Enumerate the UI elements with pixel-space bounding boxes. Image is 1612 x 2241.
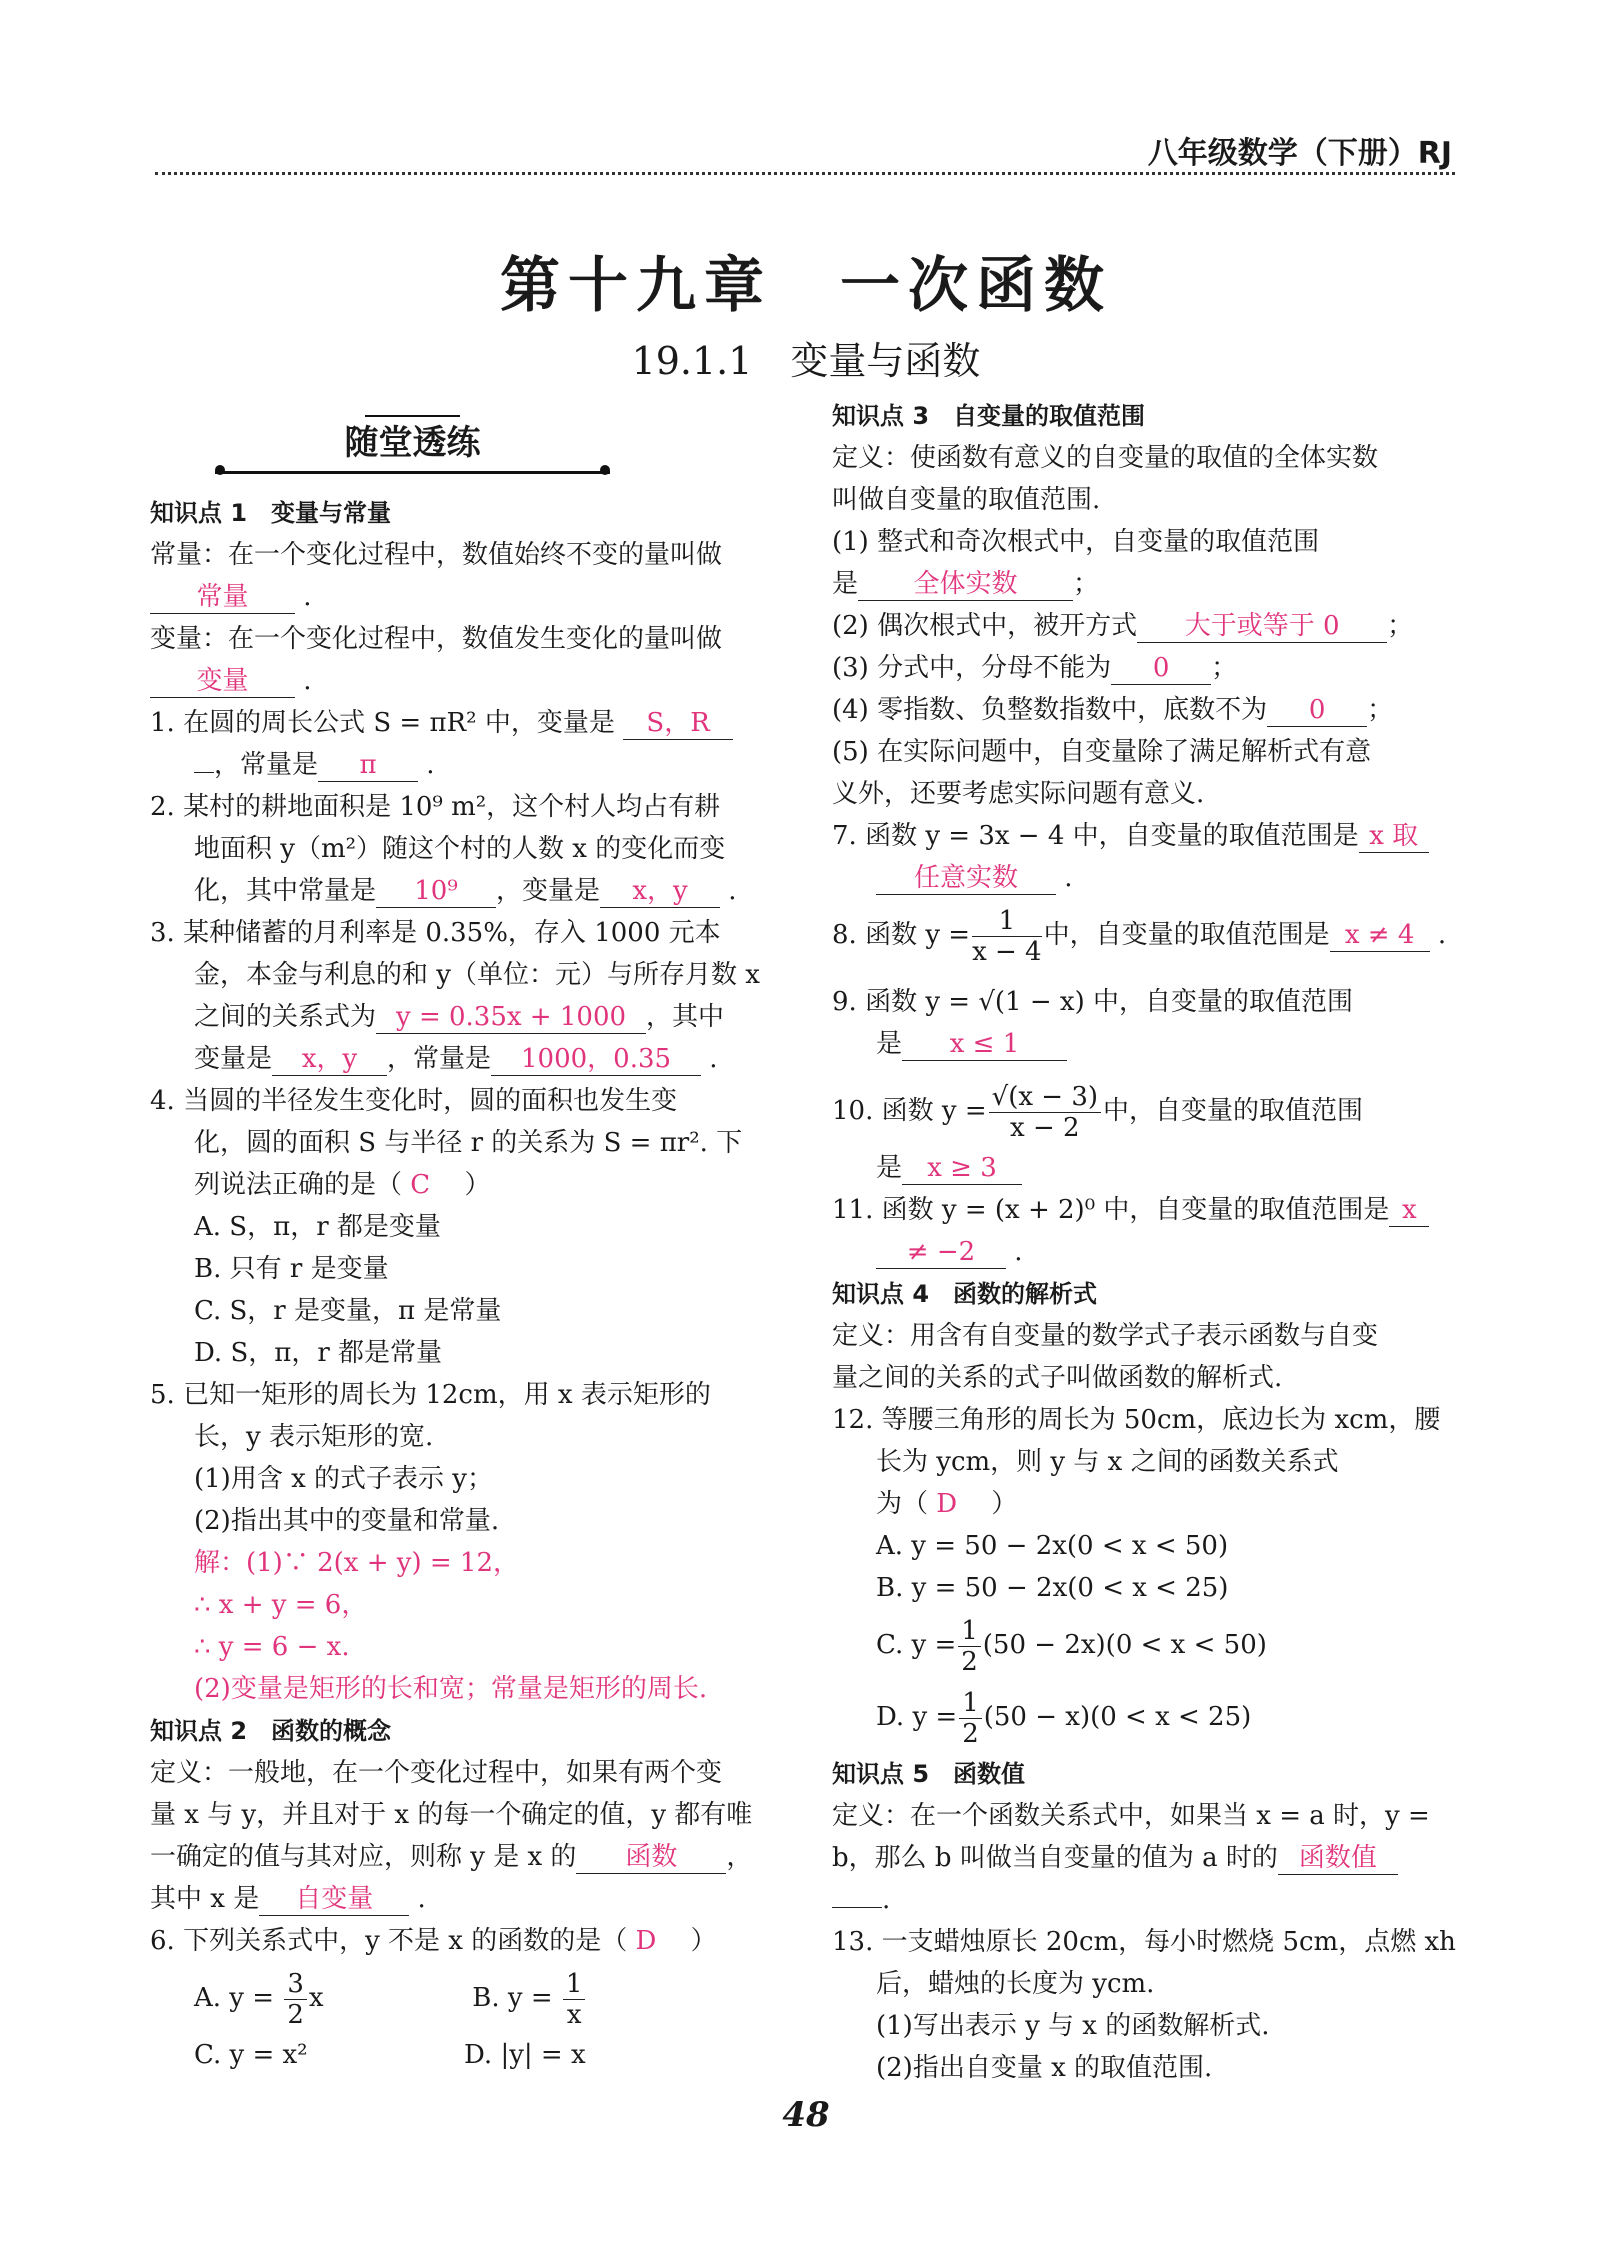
q11-answer-1: x [1389,1194,1429,1227]
q2-line-2: 地面积 y（m²）随这个村的人数 x 的变化而变 [194,834,726,864]
q3-line-1: 3. 某种储蓄的月利率是 0.35%，存入 1000 元本 [150,918,721,948]
q6-option-d: D. |y| = x [464,2040,586,2070]
q3-answer-1: y = 0.35x + 1000 [376,1001,646,1034]
q1-line [150,702,775,744]
q10-line-1 [832,1075,1460,1147]
q12-line-2: 长为 ycm，则 y 与 x 之间的函数关系式 [876,1447,1339,1477]
q6-options-row-2 [150,2034,775,2076]
q13-line-2: 后，蜡烛的长度为 ycm. [876,1969,1155,1999]
badge-underline [215,471,610,474]
rule-4: (4) 零指数、负整数指数中，底数不为 0 ； [832,695,1394,725]
function-definition-1: 定义：一般地，在一个变化过程中，如果有两个变 [150,1758,723,1788]
constant-definition: 常量：在一个变化过程中，数值始终不变的量叫做 [150,540,723,570]
q4-line-2: 化，圆的面积 S 与半径 r 的关系为 S = πr². 下 [194,1128,743,1158]
q8-fraction: $\frac{1}{x - 4}$ [972,905,1042,967]
q12-answer: D [936,1489,958,1519]
q3-answer-3: 1000，0.35 [491,1043,701,1076]
q6-option-a: A. y = [194,1983,275,2013]
function-definition-2: 量 x 与 y，并且对于 x 的每一个确定的值，y 都有唯 [150,1800,753,1830]
rule-2: (2) 偶次根式中，被开方式 大于或等于 0 ； [832,611,1414,641]
function-value-definition-2 [832,1837,1460,1879]
q10-text-3: 是 [876,1153,903,1183]
rule-4-answer: 0 [1267,694,1367,727]
q11-line-1 [832,1189,1460,1231]
q3-text-5: 变量是 [194,1044,273,1074]
q6-options-row-1: A. y = $\frac{3}{2}$ x B. y = $\frac{1}{x}$ [150,1962,775,2034]
variable-answer: 变量 [150,665,295,698]
q12-option-c [832,1609,1460,1681]
q12-line-1: 12. 等腰三角形的周长为 50cm，底边长为 xcm，腰 [832,1405,1441,1435]
q3-text-3: 之间的关系式为 [194,1002,377,1032]
q12-option-a: A. y = 50 − 2x(0 < x < 50) [876,1531,1229,1561]
q11-answer-2: ≠ −2 [876,1236,1006,1269]
q4-line-1: 4. 当圆的半径发生变化时，圆的面积也发生变 [150,1086,678,1116]
q7-text: 7. 函数 y = 3x − 4 中，自变量的取值范围是 [832,821,1359,851]
chapter-title: 第十九章 一次函数 [500,251,1112,321]
q11-text: 11. 函数 y = (x + 2)⁰ 中，自变量的取值范围是 [832,1195,1390,1225]
expression-definition-1: 定义：用含有自变量的数学式子表示函数与自变 [832,1321,1379,1351]
function-definition-4: 其中 x 是 自变量 . [150,1884,426,1914]
q8-line: 8. 函数 y = $\frac{1}{x - 4}$ 中，自变量的取值范围是 x ≠ 4 . [832,905,1447,967]
rule-5-line-1: (5) 在实际问题中，自变量除了满足解析式有意 [832,737,1372,767]
q5-solution-1: 解：(1)∵ 2(x + y) = 12， [194,1548,519,1578]
practice-badge [215,415,610,479]
q7-answer-1: x 取 [1359,820,1429,853]
function-value-definition-1: 定义：在一个函数关系式中，如果当 x = a 时，y = [832,1801,1430,1831]
q6-option-c: C. y = x² [194,2040,308,2070]
q9-answer: x ≤ 1 [902,1028,1067,1061]
q1-text: 1. 在圆的周长公式 S = πR² 中，变量是 [150,708,615,738]
range-definition-2: 叫做自变量的取值范围. [832,485,1101,515]
q6b-fraction: $\frac{1}{x}$ [563,1969,586,2030]
q12-option-b: B. y = 50 − 2x(0 < x < 25) [876,1573,1229,1603]
rule-5-line-2: 义外，还要考虑实际问题有意义. [832,779,1205,809]
function-def-text: 一确定的值与其对应，则称 y 是 x 的 [150,1842,577,1872]
header-divider [155,172,1455,175]
rule-2-answer: 大于或等于 0 [1137,610,1387,643]
q5-line-2: 长，y 表示矩形的宽. [194,1422,434,1452]
q4-line-3: 列说法正确的是（ C ） [194,1170,491,1200]
q2-line-1: 2. 某村的耕地面积是 10⁹ m²，这个村人均占有耕 [150,792,721,822]
q10-text: 10. 函数 y = [832,1096,987,1126]
q1-text-2: ，常量是 [214,750,319,780]
q3-line-4: 变量是 x，y ，常量是 1000，0.35 . [194,1044,718,1074]
rule-4-text: (4) 零指数、负整数指数中，底数不为 [832,695,1268,725]
q12-line-3: 为（ D ） [876,1489,1018,1519]
q11-line-2: ≠ −2 . [832,1231,1460,1273]
function-definition-3: 一确定的值与其对应，则称 y 是 x 的 函数 ， [150,1842,753,1872]
rule-3-text: (3) 分式中，分母不能为 [832,653,1112,683]
q8-answer: x ≠ 4 [1330,919,1430,952]
q5-solution-3: ∴ y = 6 − x. [194,1632,350,1662]
function-value-answer: 函数值 [1278,1842,1398,1875]
function-answer-1: 函数 [576,1841,726,1874]
q12-text-3: 为（ [876,1489,929,1519]
q12-option-c-pre: C. y = [876,1630,957,1660]
q2-text-4: ，变量是 [496,876,601,906]
variable-definition: 变量：在一个变化过程中，数值发生变化的量叫做 [150,624,723,654]
book-title: 八年级数学（下册）RJ [1147,136,1452,171]
q7-answer-2: 任意实数 [876,862,1056,895]
q5-solution-4: (2)变量是矩形的长和宽；常量是矩形的周长. [194,1674,708,1704]
q5-line-1: 5. 已知一矩形的周长为 12cm，用 x 表示矩形的 [150,1380,711,1410]
q9-line-1: 9. 函数 y = √(1 − x) 中，自变量的取值范围 [832,987,1353,1017]
q5-part-2: (2)指出其中的变量和常量. [194,1506,500,1536]
q2-answer-2: x，y [600,875,720,908]
rule-3-answer: 0 [1111,652,1211,685]
q4-option-c: C. S，r 是变量，π 是常量 [194,1296,502,1326]
q4-option-d: D. S，π，r 都是常量 [194,1338,443,1368]
q6-answer: D [635,1926,657,1956]
q1-line-2: ，常量是 π . [150,744,775,786]
page-number: 48 [782,2095,830,2135]
knowledge-point-2: 知识点 2 函数的概念 [150,1717,392,1745]
function-def-text-2: 其中 x 是 [150,1884,260,1914]
q4-option-a: A. S，π，r 都是变量 [194,1212,441,1242]
function-answer-2: 自变量 [259,1883,409,1916]
rule-1-line-2: 是 全体实数 ； [832,569,1100,599]
q6-option-b: B. y = [472,1983,553,2013]
badge-dot-right [600,465,610,475]
q7-line-2: 任意实数 . [832,857,1460,899]
q10-text-2: 中，自变量的取值范围 [1103,1096,1364,1126]
function-value-text: b，那么 b 叫做当自变量的值为 a 时的 [832,1843,1278,1873]
q9-line-2 [832,1023,1460,1065]
rule-2-text: (2) 偶次根式中，被开方式 [832,611,1138,641]
q10-fraction: $\frac{√(x - 3)}{x - 2}$ [989,1082,1101,1143]
q9-text-2: 是 [876,1029,903,1059]
range-definition-1: 定义：使函数有意义的自变量的取值的全体实数 [832,443,1379,473]
knowledge-point-3: 知识点 3 自变量的取值范围 [832,402,1146,430]
q1-answer-1: S，R [623,707,733,740]
section-title: 19.1.1 变量与函数 [631,339,981,383]
q3-line-3 [150,996,775,1038]
q13-part-1: (1)写出表示 y 与 x 的函数解析式. [876,2011,1270,2041]
knowledge-point-4: 知识点 4 函数的解析式 [832,1280,1098,1308]
expression-definition-2: 量之间的关系的式子叫做函数的解析式. [832,1363,1283,1393]
q10-answer: x ≥ 3 [902,1152,1022,1185]
q6a-fraction: $\frac{3}{2}$ [284,1969,307,2030]
q12-option-c-post: (50 − 2x)(0 < x < 50) [982,1630,1267,1660]
q12d-fraction: $\frac{1}{2}$ [959,1688,982,1749]
q5-part-1: (1)用含 x 的式子表示 y； [194,1464,493,1494]
q12-option-d-pre: D. y = [876,1702,958,1732]
q3-text-6: ，常量是 [387,1044,492,1074]
q4-text-3: 列说法正确的是（ [194,1170,403,1200]
q2-answer-1: 10⁹ [376,875,496,908]
q13-line-1: 13. 一支蜡烛原长 20cm，每小时燃烧 5cm，点燃 xh [832,1927,1456,1957]
right-column [832,395,1460,2089]
q8-text-2: 中，自变量的取值范围是 [1043,920,1330,950]
q8-text: 8. 函数 y = [832,920,971,950]
q6-text: 6. 下列关系式中，y 不是 x 的函数的是（ [150,1926,628,1956]
rule-3: (3) 分式中，分母不能为 0 ； [832,653,1238,683]
rule-1-line-1: (1) 整式和奇次根式中，自变量的取值范围 [832,527,1320,557]
q12c-fraction: $\frac{1}{2}$ [958,1616,981,1677]
badge-dot-left [215,465,225,475]
q2-line-3: 化，其中常量是 10⁹ ，变量是 x，y . [194,876,737,906]
q4-answer: C [410,1170,431,1200]
knowledge-point-1: 知识点 1 变量与常量 [150,499,392,527]
badge-label: 随堂透练 [344,423,481,463]
q1-answer-2: π [318,749,418,782]
q12-option-d-post: (50 − x)(0 < x < 25) [983,1702,1252,1732]
q4-option-b: B. 只有 r 是变量 [194,1254,389,1284]
q3-line-2: 金，本金与利息的和 y（单位：元）与所存月数 x [194,960,760,990]
variable-blank-line: 变量 . [150,660,775,702]
knowledge-point-5: 知识点 5 函数值 [832,1760,1026,1788]
q2-text-3: 化，其中常量是 [194,876,377,906]
function-value-blank-tail: . [832,1879,1460,1921]
rule-1-text: 是 [832,569,859,599]
constant-blank-line: 常量 . [150,576,775,618]
q12-option-d [832,1681,1460,1753]
rule-1-answer: 全体实数 [858,568,1073,601]
q13-part-2: (2)指出自变量 x 的取值范围. [876,2053,1213,2083]
q7-line-1 [832,815,1460,857]
q3-answer-2: x，y [272,1043,387,1076]
q5-solution-2: ∴ x + y = 6， [194,1590,368,1620]
q6-line: 6. 下列关系式中，y 不是 x 的函数的是（ D ） [150,1926,717,1956]
q3-text-4: ，其中 [646,1002,725,1032]
constant-answer: 常量 [150,581,295,614]
left-column [150,492,775,2076]
q10-line-2 [832,1147,1460,1189]
